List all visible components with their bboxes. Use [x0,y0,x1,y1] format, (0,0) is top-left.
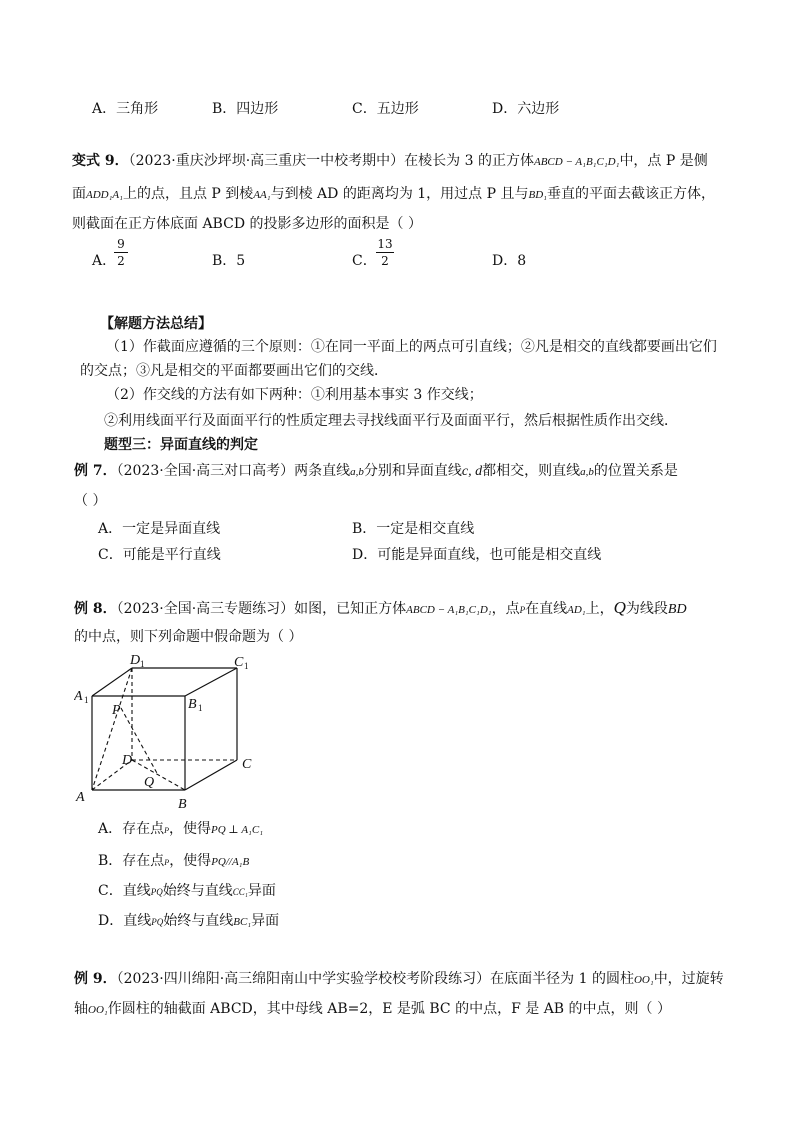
ex9-label: 例 9． [74,971,117,987]
q9-option-c: C． [352,253,377,269]
option-text: 始终与直线 [163,913,234,929]
q9-option-c-fraction [376,237,394,268]
label-p: P [112,703,121,718]
q9-line3: 则截面在正方体底面 ABCD 的投影多边形的面积是（ ） [72,216,422,232]
label-b1-sub: 1 [198,703,203,713]
edge-b1c1 [185,668,237,696]
ex7-option-c: C．可能是平行直线 [98,547,221,563]
q9-option-a: A． [92,253,117,269]
ex7-text: 分别和异面直线 [363,463,462,479]
q9-math: BD₁ [528,189,547,201]
q9-option-a-fraction [114,237,128,268]
q9-option-b: B．5 [212,253,246,269]
edge-a1d1 [92,668,132,696]
option-d: D．六边形 [492,101,560,117]
cube-figure [74,648,260,810]
ex8-math: AD₁ [567,604,586,616]
ex7-label: 例 7． [74,463,117,479]
ex7-line1 [74,460,678,480]
summary-p3: ②利用线面平行及面面平行的性质定理去寻找线面平行及面面平行，然后根据性质作出交线． [104,413,678,429]
ex8-math: ABCD − A₁B₁C₁D₁ [406,604,492,616]
option-text: A．存在点 [98,821,165,837]
label-d: D [122,753,133,768]
ex8-option-c [98,880,276,900]
option-math: PQ//A₁B [211,856,250,868]
label-a: A [76,790,85,805]
option-text: C．直线 [98,883,151,899]
ex9-line2 [74,998,671,1018]
q9-text: 上的点，且点 P 到棱 [122,186,254,202]
label-q: Q [144,775,155,790]
q9-label: 变式 9． [72,153,129,169]
ex8-line2: 的中点，则下列命题中假命题为（ ） [74,629,303,645]
ex9-math: OO₁ [633,974,654,986]
option-a: A．三角形 [92,101,159,117]
option-text: ，使得 [169,853,212,869]
label-d1-sub: 1 [140,659,145,669]
ex9-text: 作圆柱的轴截面 ABCD，其中母线 AB=2，E 是弧 BC 的中点，F 是 AB 的中点，则（ ） [107,1001,671,1017]
option-math: PQ [150,887,163,897]
summary-title: 【解题方法总结】 [100,316,212,332]
ex9-text: （2023·四川绵阳·高三绵阳南山中学实验学校校考阶段练习）在底面半径为 1 的圆柱 [116,971,634,987]
ex8-text: 上， [585,601,614,617]
ex8-option-a [98,818,263,838]
ex9-text: 轴 [74,1001,88,1017]
q9-math: AA₁ [253,189,271,201]
option-text: D．直线 [98,913,152,929]
line-ad1 [92,668,132,790]
ex8-option-b [98,850,249,870]
summary-p1a: （1）作截面应遵循的三个原则：①在同一平面上的两点可引直线；②凡是相交的直线都要画出它们 [106,339,717,355]
option-c: C．五边形 [352,101,419,117]
section-heading: 题型三：异面直线的判定 [104,437,258,453]
label-c1: C [234,655,244,670]
ex7-option-b: B．一定是相交直线 [352,521,475,537]
q9-option-d: D．8 [492,253,527,269]
q9-line1 [72,150,708,170]
label-d1: D [130,653,141,668]
line-bd [132,760,185,790]
summary-p2: （2）作交线的方法有如下两种：①利用基本事实 3 作交线； [106,387,483,403]
ex8-text: 在直线 [525,601,568,617]
ex8-math: P [519,605,526,615]
ex8-option-d [98,910,279,930]
option-math: PQ ⊥ A₁C₁ [211,824,264,836]
ex8-math: Q [613,598,626,617]
option-math: P [164,826,170,835]
option-math: PQ [151,917,164,927]
label-a1: A [74,689,83,704]
label-c: C [242,757,252,772]
option-math: P [164,858,170,867]
option-text: ，使得 [169,821,212,837]
q9-text: 面 [72,186,86,202]
edge-bc [185,760,237,790]
ex7-option-d: D．可能是异面直线，也可能是相交直线 [352,547,602,563]
ex8-line1 [74,598,687,618]
option-text: 异面 [251,913,280,929]
option-b: B．四边形 [212,101,279,117]
fraction-numerator: 13 [377,237,393,251]
ex7-math: a,b [350,466,364,478]
summary-p1b: 的交点；③凡是相交的平面都要画出它们的交线． [80,363,388,379]
option-text: B．存在点 [98,853,165,869]
ex9-line1 [74,968,724,988]
q9-line2 [72,183,715,203]
ex8-text: 为线段 [625,601,668,617]
q9-math: ABCD − A₁B₁C₁D₁ [533,156,620,168]
ex9-math: OO₁ [88,1004,108,1016]
ex7-text: 都相交，则直线 [482,463,581,479]
ex7-option-a: A．一定是异面直线 [98,521,221,537]
fraction-denominator: 2 [117,254,125,268]
q9-text: 垂直的平面去截该正方体， [547,186,715,202]
fraction-numerator: 9 [117,237,125,251]
option-text: 始终与直线 [162,883,233,899]
label-b1: B [188,697,197,712]
q9-math: ADD₁A₁ [86,189,123,201]
ex8-label: 例 8． [74,601,117,617]
q9-text: （2023·重庆沙坪坝·高三重庆一中校考期中）在棱长为 3 的正方体 [128,153,534,169]
q9-text: 中，点 P 是侧 [619,153,708,169]
label-c1-sub: 1 [244,661,249,671]
ex7-math: c, d [461,464,483,479]
ex7-paren: （ ） [74,493,107,509]
label-a1-sub: 1 [84,695,89,705]
ex8-text: （2023·全国·高三专题练习）如图，已知正方体 [116,601,407,617]
option-math: CC₁ [232,887,248,897]
ex7-text: 的位置关系是 [593,463,678,479]
fraction-denominator: 2 [381,254,389,268]
option-math: BC₁ [233,916,252,928]
ex9-text: 中，过旋转 [653,971,724,987]
ex7-text: （2023·全国·高三对口高考）两条直线 [116,463,351,479]
ex8-math: BD [667,602,687,617]
option-text: 异面 [247,883,276,899]
q9-text: 与到棱 AD 的距离均为 1，用过点 P 且与 [270,186,529,202]
ex7-math: a,b [580,466,594,478]
label-b: B [178,797,187,810]
ex8-text: ，点 [491,601,520,617]
